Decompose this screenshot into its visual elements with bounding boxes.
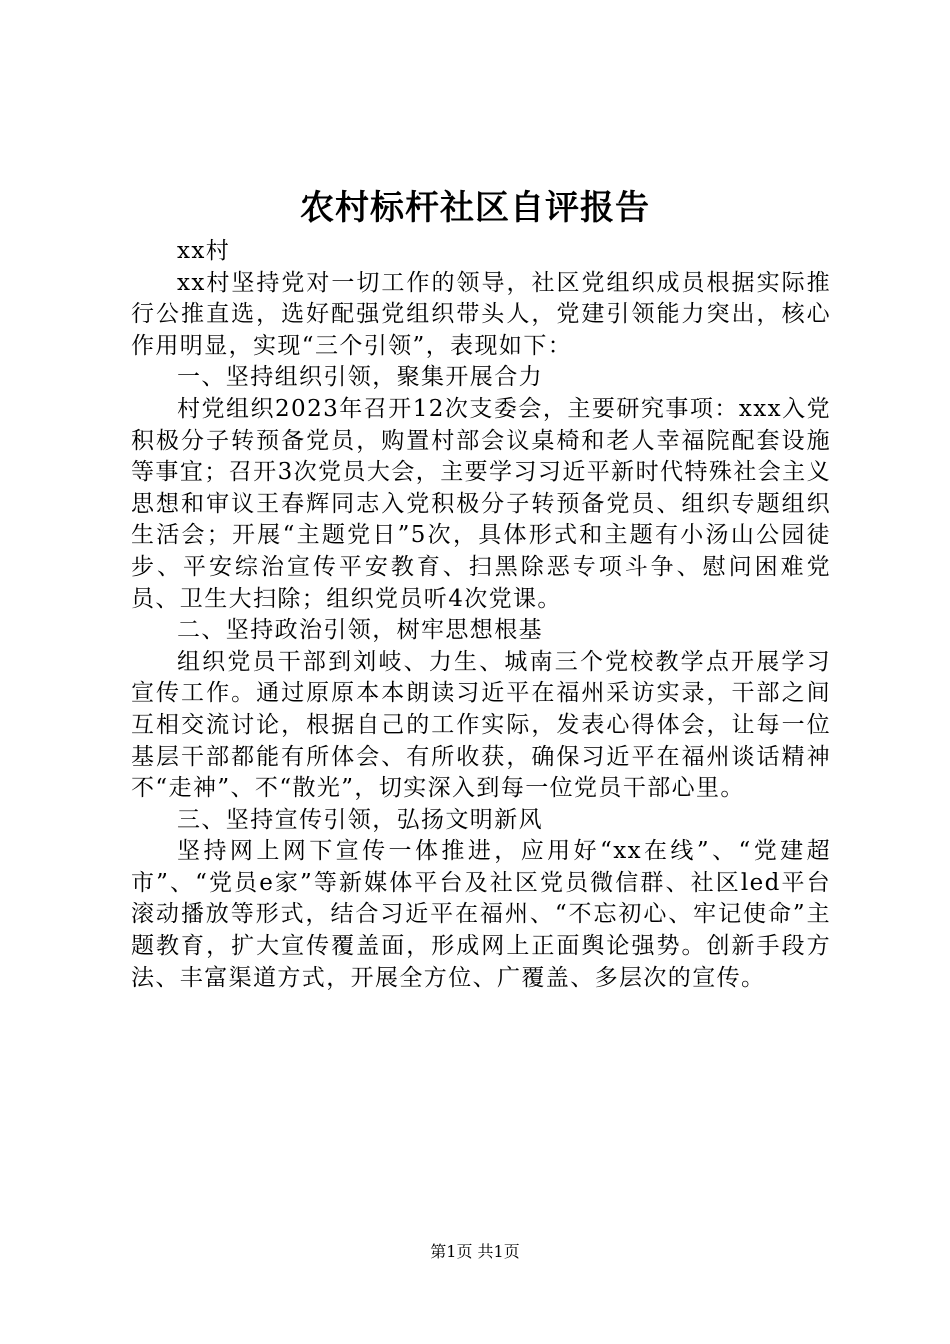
section-heading-3: 三、坚持宣传引领，弘扬文明新风 xyxy=(177,806,543,833)
section-body-3: 坚持网上网下宣传一体推进，应用好“xx在线”、“党建超市”、“党员e家”等新媒体平台及社区党员微信群、社区led平台滚动播放等形式，结合习近平在福州、“不忘初心、牢记使命”主题教育，扩大宣传覆盖面，形成网上正面舆论强势。创新手段方法、丰富渠道方式，开展全方位、广覆盖、多层次的宣传。 xyxy=(131,838,831,991)
section-heading-1: 一、坚持组织引领，聚集开展合力 xyxy=(177,364,543,391)
page-footer: 第1页 共1页 xyxy=(430,1242,520,1261)
section-body-2: 组织党员干部到刘岐、力生、城南三个党校教学点开展学习宣传工作。通过原原本本朗读习近平在福州采访实录，干部之间互相交流讨论，根据自己的工作实际，发表心得体会，让每一位基层干部都能有所体会、有所收获，确保习近平在福州谈话精神不“走神”、不“散光”，切实深入到每一位党员干部心里。 xyxy=(131,648,831,802)
intro-paragraph: xx村坚持党对一切工作的领导，社区党组织成员根据实际推行公推直选，选好配强党组织带头人，党建引领能力突出，核心作用明显，实现“三个引领”，表现如下： xyxy=(131,269,831,359)
document-title: 农村标杆社区自评报告 xyxy=(300,188,650,228)
section-body-1: 村党组织2023年召开12次支委会，主要研究事项：xxx入党积极分子转预备党员，购置村部会议桌椅和老人幸福院配套设施等事宜；召开3次党员大会，主要学习习近平新时代特殊社会主义思想和审议王春辉同志入党积极分子转预备党员、组织专题组织生活会；开展“主题党日”5次，具体形式和主题有小汤山公园徒步、平安综治宣传平安教育、扫黑除恶专项斗争、慰问困难党员、卫生大扫除；组织党员听4次党课。 xyxy=(131,395,831,612)
village-name: xx村 xyxy=(177,238,231,264)
document-body xyxy=(131,236,831,994)
section-heading-2: 二、坚持政治引领，树牢思想根基 xyxy=(177,617,543,644)
